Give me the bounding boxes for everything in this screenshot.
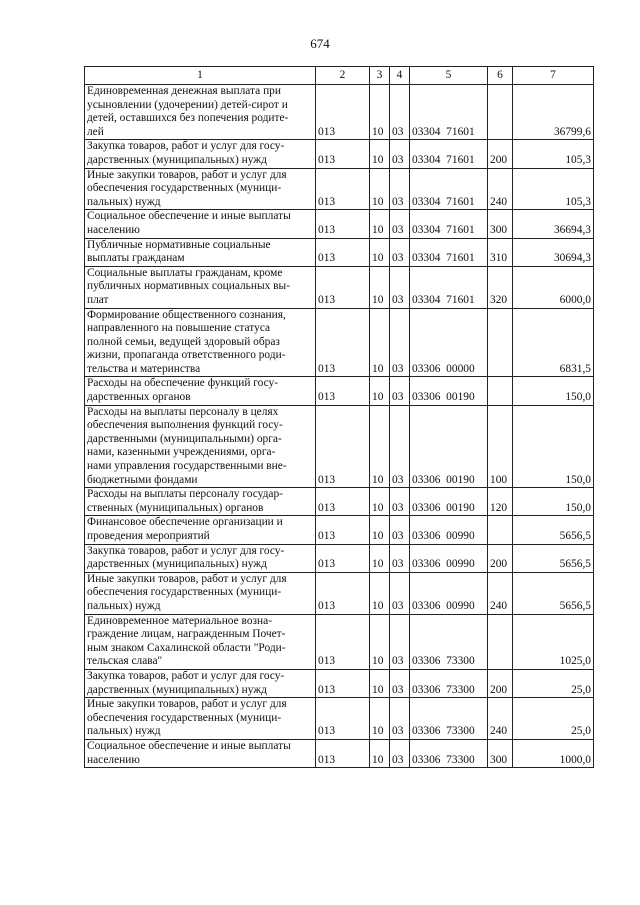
admin-code-cell: 013 [316,405,370,488]
admin-code-cell: 013 [316,377,370,405]
subsection-cell: 03 [390,544,410,572]
description-line: дарственных органов [87,391,191,404]
amount-cell: 6831,5 [513,308,594,377]
description-line: нами, казенными учреждениями, орга- [87,446,276,459]
column-header-4: 4 [390,67,410,85]
expense-type-cell [488,377,513,405]
description-line: плат [87,293,109,306]
section-cell: 10 [370,85,390,140]
description-line: направленного на повышение статуса [87,322,271,335]
section-cell: 10 [370,669,390,697]
admin-code-cell: 013 [316,544,370,572]
amount-cell: 36694,3 [513,210,594,238]
row-description [85,405,316,488]
admin-code-cell: 013 [316,266,370,308]
description-line: населению [87,753,140,766]
amount-cell: 36799,6 [513,85,594,140]
description-line: жизни, пропаганда ответственного роди- [87,349,286,362]
table-row [85,210,594,238]
subsection-cell: 03 [390,266,410,308]
expense-type-cell: 240 [488,572,513,614]
section-cell: 10 [370,739,390,767]
expense-type-cell: 120 [488,488,513,516]
description-line: Публичные нормативные социальные [87,238,271,251]
target-article-cell: 03304 71601 [410,266,488,308]
amount-cell: 5656,5 [513,516,594,544]
description-line: дарственных (муниципальных) нужд [87,683,267,696]
row-description [85,168,316,210]
subsection-cell: 03 [390,140,410,168]
row-description [85,85,316,140]
description-line: Иные закупки товаров, работ и услуг для [87,572,287,585]
column-header-5: 5 [410,67,488,85]
description-line: Иные закупки товаров, работ и услуг для [87,168,287,181]
admin-code-cell: 013 [316,488,370,516]
expense-type-cell [488,308,513,377]
table-row [85,266,594,308]
table-header-row [85,67,594,85]
amount-cell: 1000,0 [513,739,594,767]
target-article-cell: 03306 00990 [410,544,488,572]
description-line: Иные закупки товаров, работ и услуг для [87,698,287,711]
table-row [85,377,594,405]
description-line: обеспечения государственных (муници- [87,586,282,599]
description-line: ным знаком Сахалинской области "Роди- [87,641,286,654]
expense-type-cell: 320 [488,266,513,308]
description-line: Финансовое обеспечение организации и [87,516,283,529]
amount-cell: 150,0 [513,405,594,488]
target-article-cell: 03306 73300 [410,614,488,669]
subsection-cell: 03 [390,614,410,669]
description-line: Расходы на выплаты персоналу государ- [87,488,283,501]
row-description [85,210,316,238]
subsection-cell: 03 [390,168,410,210]
description-line: бюджетными фондами [87,473,198,486]
column-header-2: 2 [316,67,370,85]
table-row [85,739,594,767]
column-header-1: 1 [85,67,316,85]
description-line: обеспечения государственных (муници- [87,711,282,724]
description-line: Единовременная денежная выплата при [87,85,281,97]
description-line: Социальное обеспечение и иные выплаты [87,210,291,223]
row-description [85,572,316,614]
description-line: дарственными (муниципальными) орга- [87,432,282,445]
section-cell: 10 [370,140,390,168]
target-article-cell: 03306 00990 [410,572,488,614]
amount-cell: 105,3 [513,140,594,168]
target-article-cell: 03304 71601 [410,238,488,266]
expense-type-cell [488,614,513,669]
section-cell: 10 [370,266,390,308]
amount-cell: 25,0 [513,698,594,740]
expense-type-cell: 100 [488,405,513,488]
table-row [85,614,594,669]
admin-code-cell: 013 [316,572,370,614]
row-description [85,377,316,405]
description-line: ственных (муниципальных) органов [87,501,264,514]
amount-cell: 5656,5 [513,544,594,572]
description-line: обеспечения государственных (муници- [87,182,282,195]
table-row [85,238,594,266]
description-line: дарственных (муниципальных) нужд [87,558,267,571]
admin-code-cell: 013 [316,614,370,669]
admin-code-cell: 013 [316,308,370,377]
expense-type-cell [488,85,513,140]
description-line: Расходы на выплаты персоналу в целях [87,405,279,418]
column-header-7: 7 [513,67,594,85]
row-description [85,614,316,669]
description-line: Единовременное материальное возна- [87,614,272,627]
description-line: детей, оставшихся без попечения родите- [87,112,289,125]
target-article-cell: 03306 00990 [410,516,488,544]
description-line: обеспечения выполнения функций госу- [87,419,283,432]
row-description [85,308,316,377]
description-line: лей [87,125,104,138]
subsection-cell: 03 [390,516,410,544]
subsection-cell: 03 [390,308,410,377]
description-line: населению [87,223,140,236]
section-cell: 10 [370,614,390,669]
description-line: полной семьи, ведущей здоровый образ [87,335,280,348]
subsection-cell: 03 [390,405,410,488]
table-row [85,698,594,740]
expense-type-cell: 200 [488,140,513,168]
target-article-cell: 03306 73300 [410,739,488,767]
description-line: дарственных (муниципальных) нужд [87,153,267,166]
section-cell: 10 [370,168,390,210]
amount-cell: 5656,5 [513,572,594,614]
row-description [85,488,316,516]
row-description [85,516,316,544]
amount-cell: 1025,0 [513,614,594,669]
target-article-cell: 03304 71601 [410,140,488,168]
admin-code-cell: 013 [316,238,370,266]
row-description [85,739,316,767]
section-cell: 10 [370,377,390,405]
table-row [85,544,594,572]
subsection-cell: 03 [390,739,410,767]
admin-code-cell: 013 [316,210,370,238]
expense-type-cell: 200 [488,669,513,697]
target-article-cell: 03306 00190 [410,405,488,488]
amount-cell: 105,3 [513,168,594,210]
admin-code-cell: 013 [316,168,370,210]
admin-code-cell: 013 [316,140,370,168]
amount-cell: 30694,3 [513,238,594,266]
page-number: 674 [310,36,330,51]
description-line: публичных нормативных социальных вы- [87,280,290,293]
amount-cell: 25,0 [513,669,594,697]
table-row [85,85,594,140]
row-description [85,544,316,572]
section-cell: 10 [370,572,390,614]
description-line: проведения мероприятий [87,530,210,542]
description-line: пальных) нужд [87,725,161,738]
row-description [85,238,316,266]
target-article-cell: 03306 73300 [410,669,488,697]
expense-type-cell: 300 [488,739,513,767]
target-article-cell: 03304 71601 [410,168,488,210]
description-line: нами управления государственными вне- [87,460,287,473]
description-line: выплаты гражданам [87,252,185,265]
amount-cell: 150,0 [513,377,594,405]
description-line: Закупка товаров, работ и услуг для госу- [87,544,285,557]
table-row [85,140,594,168]
section-cell: 10 [370,405,390,488]
table-row [85,669,594,697]
subsection-cell: 03 [390,698,410,740]
description-line: тельская слава" [87,655,163,668]
description-line: Социальные выплаты гражданам, кроме [87,266,283,279]
admin-code-cell: 013 [316,698,370,740]
table-row [85,168,594,210]
section-cell: 10 [370,698,390,740]
subsection-cell: 03 [390,377,410,405]
expense-type-cell: 240 [488,168,513,210]
row-description [85,698,316,740]
expense-type-cell [488,516,513,544]
row-description [85,140,316,168]
description-line: тельства и материнства [87,362,201,375]
subsection-cell: 03 [390,210,410,238]
table-row [85,488,594,516]
target-article-cell: 03306 00000 [410,308,488,377]
admin-code-cell: 013 [316,516,370,544]
row-description [85,669,316,697]
section-cell: 10 [370,210,390,238]
target-article-cell: 03306 73300 [410,698,488,740]
description-line: Закупка товаров, работ и услуг для госу- [87,140,285,153]
subsection-cell: 03 [390,85,410,140]
description-line: Закупка товаров, работ и услуг для госу- [87,669,285,682]
table-body [85,85,594,768]
description-line: Расходы на обеспечение функций госу- [87,377,279,390]
table-row [85,516,594,544]
description-line: граждение лицам, награжденным Почет- [87,628,286,641]
target-article-cell: 03306 00190 [410,377,488,405]
column-header-6: 6 [488,67,513,85]
expense-type-cell: 310 [488,238,513,266]
expense-type-cell: 240 [488,698,513,740]
admin-code-cell: 013 [316,85,370,140]
amount-cell: 6000,0 [513,266,594,308]
description-line: усыновлении (удочерении) детей-сирот и [87,98,288,111]
subsection-cell: 03 [390,488,410,516]
description-line: пальных) нужд [87,195,161,208]
section-cell: 10 [370,488,390,516]
expense-type-cell: 200 [488,544,513,572]
description-line: Формирование общественного сознания, [87,308,286,321]
expense-type-cell: 300 [488,210,513,238]
description-line: пальных) нужд [87,599,161,612]
table-row [85,308,594,377]
section-cell: 10 [370,516,390,544]
section-cell: 10 [370,544,390,572]
target-article-cell: 03306 00190 [410,488,488,516]
amount-cell: 150,0 [513,488,594,516]
table-row [85,572,594,614]
subsection-cell: 03 [390,238,410,266]
section-cell: 10 [370,238,390,266]
description-line: Социальное обеспечение и иные выплаты [87,739,291,752]
subsection-cell: 03 [390,572,410,614]
section-cell: 10 [370,308,390,377]
table-row [85,405,594,488]
target-article-cell: 03304 71601 [410,210,488,238]
row-description [85,266,316,308]
admin-code-cell: 013 [316,739,370,767]
budget-table [84,66,594,768]
admin-code-cell: 013 [316,669,370,697]
target-article-cell: 03304 71601 [410,85,488,140]
subsection-cell: 03 [390,669,410,697]
column-header-3: 3 [370,67,390,85]
